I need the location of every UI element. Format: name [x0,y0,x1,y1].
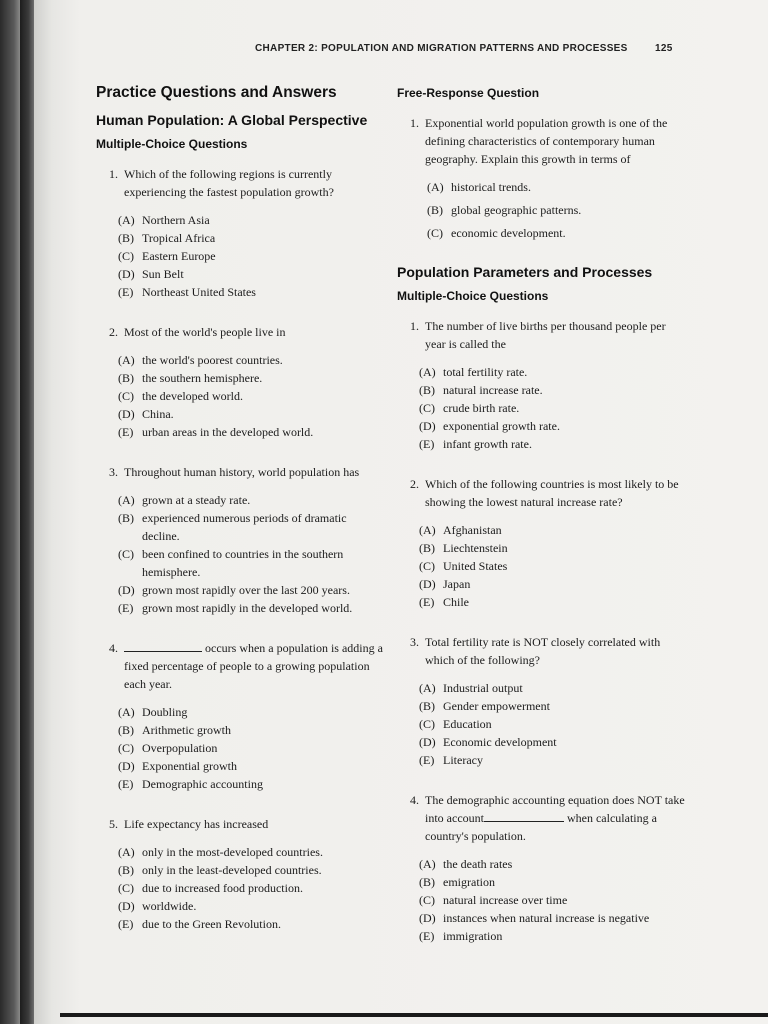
option-letter: (E) [118,777,134,791]
option-letter: (C) [118,547,134,561]
question-number: 1. [410,319,419,333]
option-text: crude birth rate. [443,401,520,415]
option-text: Doubling [142,705,188,719]
option-text: Education [443,717,492,731]
option-text: Japan [443,577,471,591]
question-1 [96,165,386,301]
option-text: natural increase over time [443,893,568,907]
option-letter: (E) [118,601,134,615]
right-column [397,86,687,967]
answer-option [118,599,386,617]
option-letter: (C) [118,881,134,895]
answer-option [427,178,687,196]
option-text: Liechtenstein [443,541,508,555]
answer-option [419,873,687,891]
option-text: global geographic patterns. [451,203,582,217]
question-1 [397,317,687,453]
answer-option [419,715,687,733]
question-stem: occurs when a population is adding a fixed percentage of people to a growing population each year. [124,641,383,691]
answer-option [118,861,386,879]
option-text: Economic development [443,735,557,749]
option-letter: (E) [118,425,134,439]
question-4 [96,639,386,793]
option-letter: (A) [427,180,444,194]
option-text: United States [443,559,508,573]
answer-option [419,417,687,435]
option-text: infant growth rate. [443,437,532,451]
option-letter: (C) [118,249,134,263]
question-stem: Total fertility rate is NOT closely correlated with which of the following? [425,635,661,667]
answer-option [118,775,386,793]
option-text: the death rates [443,857,513,871]
running-header [255,43,685,54]
answer-option [419,751,687,769]
option-letter: (C) [419,559,435,573]
option-letter: (D) [118,267,135,281]
page-title: Practice Questions and Answers [96,84,337,101]
answer-option [419,539,687,557]
option-letter: (D) [419,577,436,591]
option-text: Eastern Europe [142,249,216,263]
option-text: the developed world. [142,389,243,403]
question-stem-start: The demographic accounting equation does NOT take into account [425,793,685,825]
question-stem-wrapper [124,639,386,693]
option-text: due to the Green Revolution. [142,917,281,931]
answer-option [118,721,386,739]
option-letter: (B) [118,231,134,245]
question-stem: Throughout human history, world population has [124,465,360,479]
option-text: Chile [443,595,469,609]
answer-option [419,381,687,399]
question-3 [397,633,687,769]
option-letter: (D) [118,899,135,913]
section-heading: Human Population: A Global Perspective [96,112,368,128]
option-letter: (B) [419,699,435,713]
answer-option [419,435,687,453]
option-text: Northern Asia [142,213,210,227]
answer-option [118,283,386,301]
option-text: urban areas in the developed world. [142,425,314,439]
book-binding [20,0,34,1024]
option-letter: (C) [419,893,435,907]
question-number: 2. [109,325,118,339]
answer-option [419,891,687,909]
option-text: Arithmetic growth [142,723,231,737]
option-letter: (A) [118,705,135,719]
question-stem: The number of live births per thousand people per year is called the [425,319,666,351]
question-number: 1. [410,116,419,130]
option-letter: (C) [118,741,134,755]
question-2 [96,323,386,441]
option-letter: (A) [118,353,135,367]
option-text: grown most rapidly in the developed world. [142,601,353,615]
answer-option [118,545,386,581]
option-letter: (D) [118,583,135,597]
option-letter: (A) [419,365,436,379]
option-text: only in the least-developed countries. [142,863,322,877]
answer-option [419,927,687,945]
option-letter: (E) [118,285,134,299]
option-text: the southern hemisphere. [142,371,263,385]
option-text: China. [142,407,174,421]
option-letter: (D) [419,911,436,925]
option-letter: (A) [118,845,135,859]
option-text: Sun Belt [142,267,184,281]
option-letter: (B) [427,203,443,217]
question-stem: Life expectancy has increased [124,817,269,831]
answer-option [118,387,386,405]
option-letter: (B) [419,383,435,397]
question-stem: Which of the following regions is currently experiencing the fastest population growth? [124,167,334,199]
option-text: Northeast United States [142,285,256,299]
option-letter: (E) [419,437,435,451]
option-text: the world's poorest countries. [142,353,283,367]
answer-option [118,265,386,283]
question-5 [96,815,386,933]
option-letter: (A) [419,857,436,871]
answer-option [419,557,687,575]
answer-option [118,739,386,757]
option-letter: (E) [419,753,435,767]
option-letter: (B) [419,541,435,555]
answer-option [419,697,687,715]
option-letter: (B) [118,511,134,525]
subsection-heading: Multiple-Choice Questions [96,137,248,151]
option-letter: (B) [419,875,435,889]
option-text: Industrial output [443,681,523,695]
option-text: Demographic accounting [142,777,263,791]
question-number: 3. [109,465,118,479]
answer-option [419,521,687,539]
option-text: exponential growth rate. [443,419,560,433]
option-letter: (E) [419,929,435,943]
option-text: instances when natural increase is negative [443,911,650,925]
option-letter: (A) [118,213,135,227]
answer-option [118,915,386,933]
option-letter: (C) [118,389,134,403]
option-text: Gender empowerment [443,699,550,713]
free-response-question [397,114,687,242]
subsection-heading: Multiple-Choice Questions [397,289,549,303]
answer-option [118,423,386,441]
answer-option [118,843,386,861]
frq-heading: Free-Response Question [397,86,540,100]
question-stem-wrapper [425,791,687,845]
option-letter: (D) [118,759,135,773]
answer-option [419,909,687,927]
question-stem: Which of the following countries is most likely to be showing the lowest natural increase rate? [425,477,679,509]
answer-option [427,224,687,242]
option-text: historical trends. [451,180,531,194]
chapter-title: CHAPTER 2: POPULATION AND MIGRATION PATTERNS AND PROCESSES [255,43,628,54]
option-letter: (E) [419,595,435,609]
option-letter: (C) [419,717,435,731]
option-letter: (B) [118,723,134,737]
answer-option [118,703,386,721]
option-text: been confined to countries in the southern hemisphere. [142,547,344,579]
question-3 [96,463,386,617]
option-letter: (C) [427,226,443,240]
answer-option [118,405,386,423]
option-text: grown at a steady rate. [142,493,251,507]
answer-blank [484,821,564,822]
option-letter: (C) [419,401,435,415]
option-text: natural increase rate. [443,383,543,397]
answer-option [419,399,687,417]
question-number: 1. [109,167,118,181]
question-number: 3. [410,635,419,649]
answer-option [118,757,386,775]
question-number: 5. [109,817,118,831]
question-number: 4. [410,793,419,807]
option-text: total fertility rate. [443,365,528,379]
answer-option [419,733,687,751]
answer-option [118,509,386,545]
answer-option [118,369,386,387]
question-number: 2. [410,477,419,491]
page-number: 125 [655,43,673,54]
answer-option [419,679,687,697]
answer-option [118,351,386,369]
answer-option [419,363,687,381]
left-column [96,84,386,955]
option-text: Literacy [443,753,483,767]
option-letter: (A) [118,493,135,507]
option-letter: (E) [118,917,134,931]
option-text: due to increased food production. [142,881,303,895]
answer-option [118,229,386,247]
question-stem: Exponential world population growth is one of the defining characteristics of contemporary human geography. Explain this growth in terms of [425,116,668,166]
option-text: Tropical Africa [142,231,216,245]
option-text: Overpopulation [142,741,218,755]
question-4 [397,791,687,945]
option-text: economic development. [451,226,566,240]
answer-option [118,491,386,509]
answer-option [118,879,386,897]
question-2 [397,475,687,611]
answer-option [419,593,687,611]
option-letter: (B) [118,371,134,385]
page-bottom-rule [60,1013,768,1017]
answer-option [427,201,687,219]
option-letter: (A) [419,523,436,537]
option-letter: (D) [419,735,436,749]
option-text: Afghanistan [443,523,502,537]
question-stem: Most of the world's people live in [124,325,286,339]
option-letter: (B) [118,863,134,877]
section-heading: Population Parameters and Processes [397,264,653,280]
answer-option [419,855,687,873]
option-letter: (A) [419,681,436,695]
question-number: 4. [109,641,118,655]
option-text: grown most rapidly over the last 200 years. [142,583,350,597]
answer-option [118,211,386,229]
option-letter: (D) [118,407,135,421]
answer-option [118,247,386,265]
option-text: worldwide. [142,899,197,913]
question-stem-end: when calculating a country's population. [425,811,657,843]
answer-option [118,897,386,915]
option-text: Exponential growth [142,759,237,773]
answer-option [118,581,386,599]
answer-option [419,575,687,593]
option-letter: (D) [419,419,436,433]
option-text: emigration [443,875,495,889]
answer-blank [124,651,202,652]
option-text: immigration [443,929,503,943]
option-text: experienced numerous periods of dramatic decline. [142,511,347,543]
option-text: only in the most-developed countries. [142,845,323,859]
